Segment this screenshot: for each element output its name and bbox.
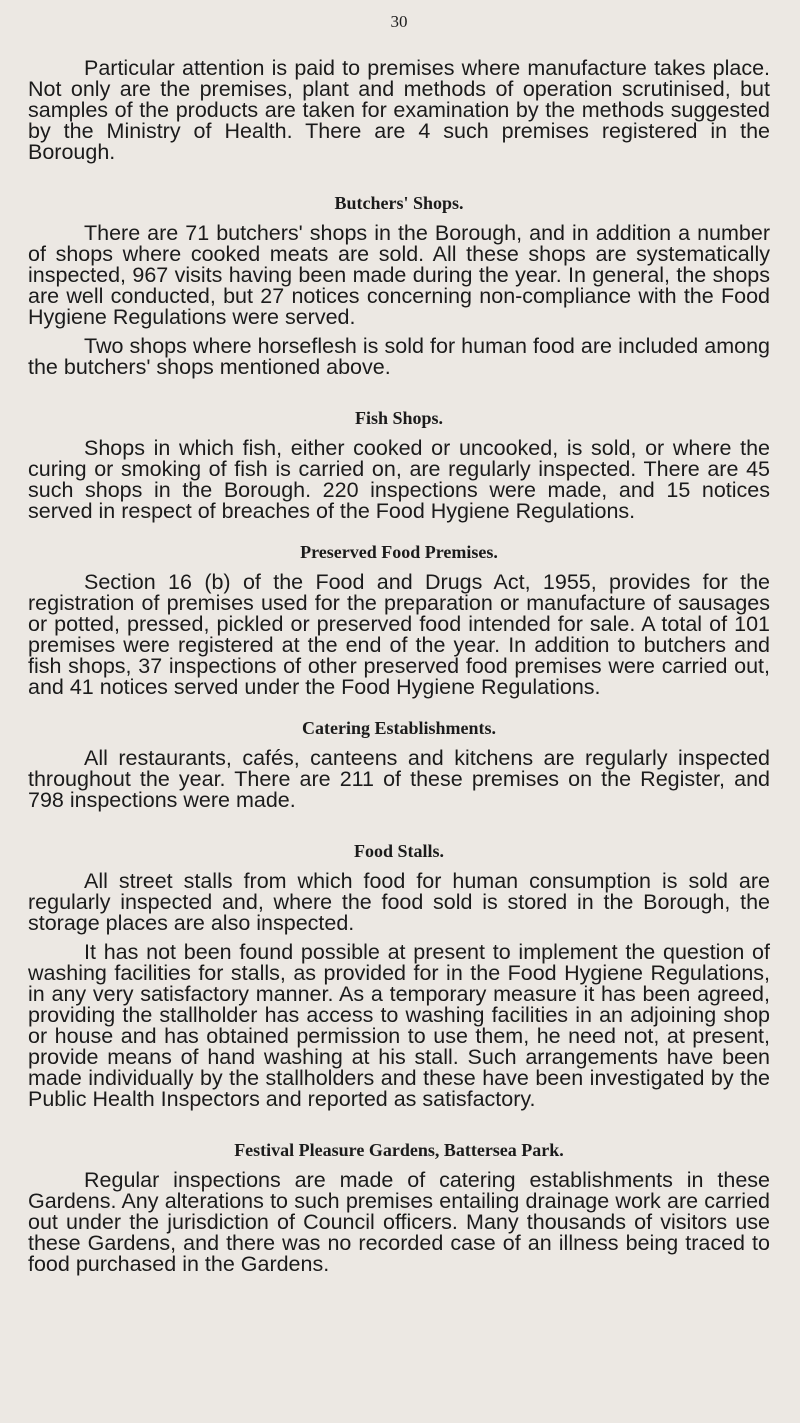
section-paragraph: All restaurants, cafés, canteens and kitchens are regularly inspected throughout the year. There are 211 of these premises on the Register, and 798 inspections were made. (28, 746, 770, 812)
section-catering-establishments (28, 718, 770, 811)
section-preserved-food-premises (28, 542, 770, 698)
section-fish-shops (28, 408, 770, 522)
section-heading: Festival Pleasure Gardens, Battersea Park. (234, 1140, 564, 1160)
section-heading: Fish Shops. (354, 408, 444, 428)
section-food-stalls (28, 841, 770, 1110)
section-paragraph: Section 16 (b) of the Food and Drugs Act, 1955, provides for the registration of premises used for the preparation or manufacture of sausages or potted, pressed, pickled or preserved food intended for sale. A total of 101 premises were registered at the end of the year. In addition to butchers and fish shops, 37 inspections of other preserved food premises were carried out, and 41 notices served under the Food Hygiene Regulations. (28, 570, 770, 699)
section-heading: Preserved Food Premises. (300, 542, 498, 562)
section-paragraph: Shops in which fish, either cooked or uncooked, is sold, or where the curing or smoking of fish is carried on, are regularly inspected. There are 45 such shops in the Borough. 220 inspections were made, and 15 notices served in respect of breaches of the Food Hygiene Regulations. (28, 436, 770, 523)
section-heading: Food Stalls. (353, 841, 445, 861)
section-festival-pleasure-gardens (28, 1140, 770, 1275)
section-paragraph: There are 71 butchers' shops in the Borough, and in addition a number of shops where cooked meats are sold. All these shops are systematically inspected, 967 visits having been made during the year. In general, the shops are well conducted, but 27 notices concerning non-compliance with the Food Hygiene Regulations were served. (28, 221, 770, 329)
section-paragraph: Two shops where horseflesh is sold for human food are included among the butchers' shops mentioned above. (28, 334, 770, 379)
section-heading: Butchers' Shops. (334, 193, 464, 213)
page-number: 30 (390, 12, 408, 31)
section-butchers-shops (28, 193, 770, 378)
section-paragraph: All street stalls from which food for human consumption is sold are regularly inspected and, where the food sold is stored in the Borough, the storage places are also inspected. (28, 869, 770, 935)
section-heading: Catering Establishments. (301, 718, 496, 738)
section-paragraph: It has not been found possible at present to implement the question of washing facilities for stalls, as provided for in the Food Hygiene Regulations, in any very satisfactory manner. As a temporary measure it has been agreed, providing the stallholder has access to washing facilities in an adjoining shop or house and has obtained permission to use them, he need not, at present, provide means of hand washing at his stall. Such arrangements have been made individually by the stallholders and these have been investigated by the Public Health Inspectors and reported as satisfactory. (28, 940, 770, 1111)
intro-paragraph: Particular attention is paid to premises where manufacture takes place. Not only are the premises, plant and methods of operation scrutinised, but samples of the products are taken for examination by the methods suggested by the Ministry of Health. There are 4 such premises registered in the Borough. (28, 56, 770, 164)
section-paragraph: Regular inspections are made of catering establishments in these Gardens. Any alterations to such premises entailing drainage work are carried out under the jurisdiction of Council officers. Many thousands of visitors use these Gardens, and there was no recorded case of an illness being traced to food purchased in the Gardens. (28, 1168, 770, 1276)
